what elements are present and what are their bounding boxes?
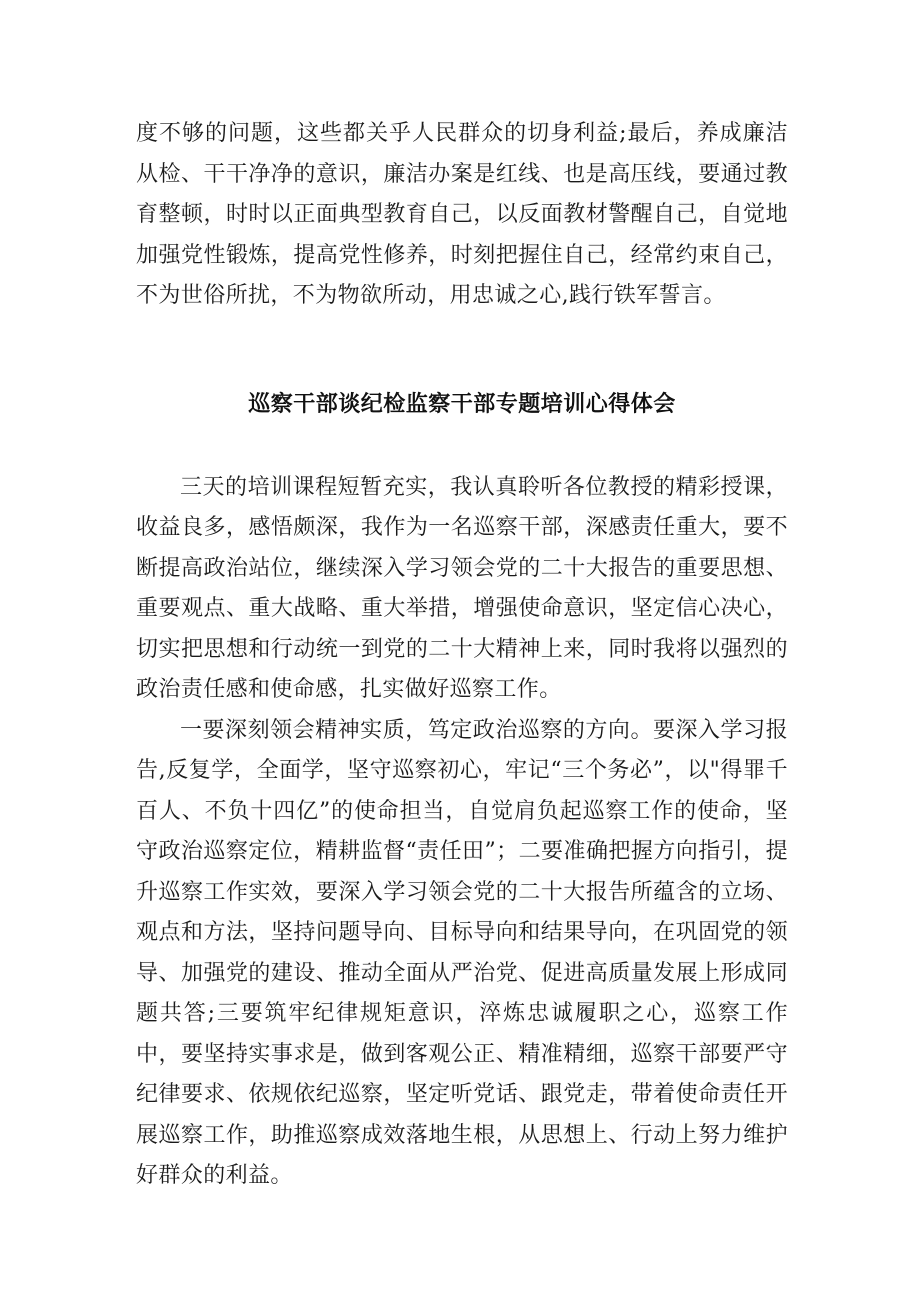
- article-title: 巡察干部谈纪检监察干部专题培训心得体会: [248, 391, 676, 417]
- body-paragraph-2: 一要深刻领会精神实质，笃定政治巡察的方向。要深入学习报告,反复学，全面学，坚守巡察初心，牢记“三个务必”，以"得罪千百人、不负十四亿”的使命担当，自觉肩负起巡察工作的使命，坚守政治巡察定位，精耕监督“责任田”；二要准确把握方向指引，提升巡察工作实效，要深入学习领会党的二十大报告所蕴含的立场、观点和方法，坚持问题导向、目标导向和结果导向，在巩固党的领导、加强党的建设、推动全面从严治党、促进高质量发展上形成同题共答;三要筑牢纪律规矩意识，淬炼忠诚履职之心，巡察工作中，要坚持实事求是，做到客观公正、精准精细，巡察干部要严守纪律要求、依规依纪巡察，坚定听党话、跟党走，带着使命责任开展巡察工作，助推巡察成效落地生根，从思想上、行动上努力维护好群众的利益。: [136, 717, 788, 1188]
- spacer: [136, 420, 788, 468]
- body-paragraph-1: 三天的培训课程短暂充实，我认真聆听各位教授的精彩授课，收益良多，感悟颇深，我作为一名巡察干部，深感责任重大，要不断提高政治站位，继续深入学习领会党的二十大报告的重要思想、重要观点、重大战略、重大举措，增强使命意识，坚定信心决心，切实把思想和行动统一到党的二十大精神上来，同时我将以强烈的政治责任感和使命感，扎实做好巡察工作。: [136, 474, 788, 702]
- continuation-paragraph: 度不够的问题，这些都关乎人民群众的切身利益;最后，养成廉洁从检、干干净净的意识，廉洁办案是红线、也是高压线，要通过教育整顿，时时以正面典型教育自己，以反面教材警醒自己，自觉地加强党性锻炼，提高党性修养，时刻把握住自己，经常约束自己，不为世俗所扰，不为物欲所动，用忠诚之心,践行铁军誓言。: [136, 121, 788, 308]
- spacer: [136, 317, 788, 390]
- document-body: [136, 114, 788, 1197]
